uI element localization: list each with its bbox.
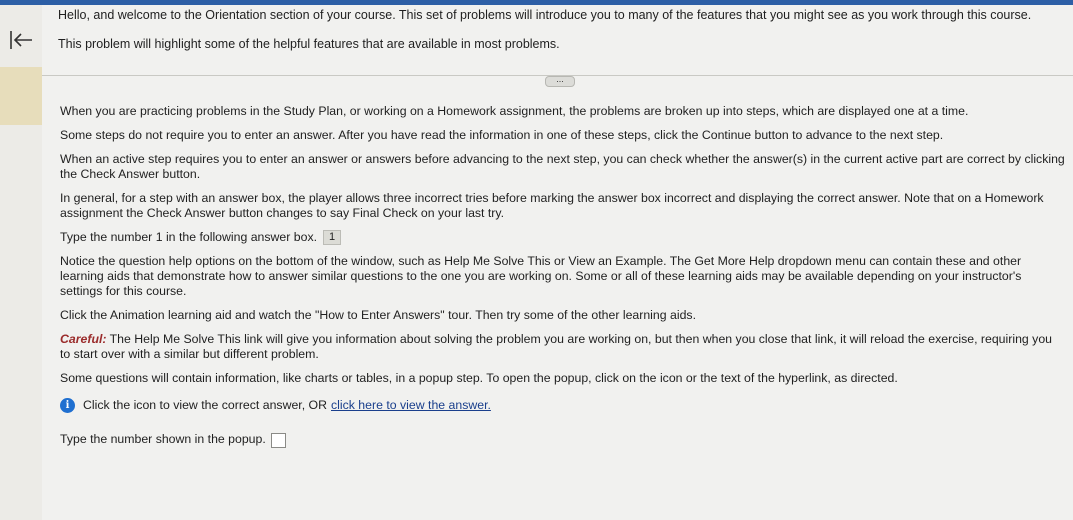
paragraph-continue: Some steps do not require you to enter an answer. After you have read the information in one of these steps, click the Continue button to advance to the next step. xyxy=(60,128,944,142)
paragraph-careful xyxy=(60,332,1065,362)
paragraph-check-answer: When an active step requires you to enter an answer or answers before advancing to the next step, you can check whether the answer(s) in the current active part are correct by clicking the Check Answer button. xyxy=(60,152,1065,181)
paragraph-help-options: Notice the question help options on the bottom of the window, such as Help Me Solve This or View an Example. The Get More Help dropdown menu can contain these and other learning aids that demonstrate how to answer similar questions to the one you are working on. Some or all of these learning aids may be available depending on your instructor's settings for this course. xyxy=(60,254,1022,299)
back-to-start-icon xyxy=(8,29,34,51)
popup-row xyxy=(60,398,1065,413)
header-highlight-line: This problem will highlight some of the helpful features that are available in most problems. xyxy=(58,37,560,51)
header-intro-line: Hello, and welcome to the Orientation section of your course. This set of problems will introduce you to many of the features that you might see as you work through this course. xyxy=(58,8,1032,22)
answer-box-2[interactable] xyxy=(271,433,286,448)
answer-prompt-1: Type the number 1 in the following answer box. xyxy=(60,230,318,244)
popup-instruction: Click the icon to view the correct answer, OR xyxy=(83,398,327,413)
problem-header xyxy=(58,8,1058,51)
view-answer-link[interactable]: click here to view the answer. xyxy=(330,398,491,413)
left-rail-tab xyxy=(0,67,42,125)
answer-row-2 xyxy=(60,432,1065,447)
back-to-start-button[interactable] xyxy=(6,25,36,55)
paragraph-steps: When you are practicing problems in the Study Plan, or working on a Homework assignment, the problems are broken up into steps, which are displayed one at a time. xyxy=(60,104,969,118)
paragraph-popup: Some questions will contain information, like charts or tables, in a popup step. To open the popup, click on the icon or the text of the hyperlink, as directed. xyxy=(60,371,898,386)
paragraph-animation: Click the Animation learning aid and watch the "How to Enter Answers" tour. Then try some of the other learning aids. xyxy=(60,308,696,323)
top-accent-bar xyxy=(0,0,1073,5)
careful-text: The Help Me Solve This link will give you information about solving the problem you are working on, but then when you close that link, it will reload the exercise, requiring you to start over with a similar but different problem. xyxy=(60,332,1053,362)
resize-handle[interactable]: ... xyxy=(545,76,575,87)
careful-label: Careful: xyxy=(60,332,107,347)
left-rail xyxy=(0,5,42,520)
answer-row-1 xyxy=(60,230,1065,245)
answer-prompt-2: Type the number shown in the popup. xyxy=(60,432,266,447)
answer-box-1[interactable]: 1 xyxy=(323,230,341,245)
paragraph-tries: In general, for a step with an answer box, the player allows three incorrect tries before marking the answer box incorrect and displaying the correct answer. Note that on a Homework assignment the Check Answer button changes to say Final Check on your last try. xyxy=(60,191,1044,220)
problem-content xyxy=(60,104,1065,457)
info-icon[interactable]: i xyxy=(60,398,75,413)
